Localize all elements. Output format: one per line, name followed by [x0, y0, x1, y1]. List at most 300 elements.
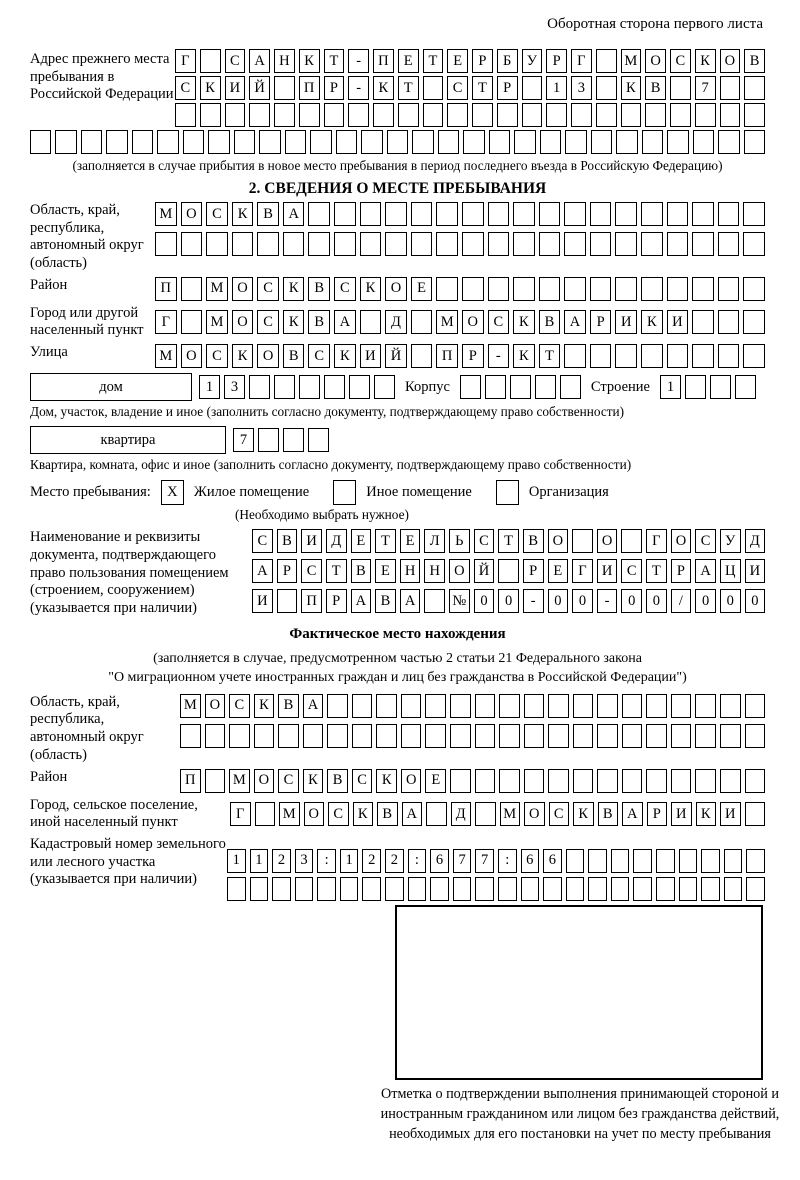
char-cell[interactable]: Д [451, 802, 472, 826]
char-cell[interactable] [718, 202, 740, 226]
char-cell[interactable]: 0 [695, 589, 716, 613]
char-cell[interactable]: М [279, 802, 300, 826]
char-cell[interactable]: Р [324, 76, 345, 100]
char-cell[interactable] [720, 103, 741, 127]
char-cell[interactable] [385, 202, 407, 226]
char-cell[interactable]: Р [671, 559, 692, 583]
char-cell[interactable] [548, 769, 569, 793]
char-cell[interactable] [645, 103, 666, 127]
char-cell[interactable]: В [308, 277, 330, 301]
char-cell[interactable]: Г [571, 49, 592, 73]
char-cell[interactable]: - [348, 76, 369, 100]
char-cell[interactable]: Т [375, 529, 396, 553]
char-cell[interactable]: К [573, 802, 594, 826]
char-cell[interactable]: И [360, 344, 382, 368]
char-cell[interactable]: А [402, 802, 423, 826]
char-cell[interactable]: Е [425, 769, 446, 793]
char-cell[interactable] [745, 802, 766, 826]
char-cell[interactable] [475, 802, 496, 826]
char-cell[interactable] [254, 724, 275, 748]
char-cell[interactable] [249, 375, 270, 399]
char-cell[interactable]: Р [277, 559, 298, 583]
char-cell[interactable]: К [696, 802, 717, 826]
char-cell[interactable] [180, 724, 201, 748]
stay-place-checkbox-other[interactable] [333, 480, 356, 505]
char-cell[interactable]: К [334, 344, 356, 368]
stay-place-checkbox-organization[interactable] [496, 480, 519, 505]
char-cell[interactable] [181, 277, 203, 301]
char-cell[interactable] [591, 130, 612, 154]
char-cell[interactable] [475, 877, 494, 901]
char-cell[interactable] [671, 769, 692, 793]
char-cell[interactable]: : [408, 849, 427, 873]
char-cell[interactable]: О [645, 49, 666, 73]
char-cell[interactable]: С [447, 76, 468, 100]
char-cell[interactable]: К [303, 769, 324, 793]
char-cell[interactable]: Т [423, 49, 444, 73]
char-cell[interactable]: 0 [474, 589, 495, 613]
char-cell[interactable] [462, 277, 484, 301]
char-cell[interactable] [539, 202, 561, 226]
char-cell[interactable]: 6 [430, 849, 449, 873]
char-cell[interactable]: / [671, 589, 692, 613]
char-cell[interactable] [255, 802, 276, 826]
char-cell[interactable]: О [401, 769, 422, 793]
char-cell[interactable]: П [180, 769, 201, 793]
char-cell[interactable] [308, 232, 330, 256]
char-cell[interactable]: 7 [453, 849, 472, 873]
char-cell[interactable]: Д [326, 529, 347, 553]
char-cell[interactable] [373, 103, 394, 127]
char-cell[interactable]: С [549, 802, 570, 826]
char-cell[interactable]: Р [326, 589, 347, 613]
char-cell[interactable]: В [377, 802, 398, 826]
char-cell[interactable] [590, 202, 612, 226]
char-cell[interactable]: К [283, 277, 305, 301]
char-cell[interactable] [667, 344, 689, 368]
char-cell[interactable] [746, 877, 765, 901]
char-cell[interactable] [720, 76, 741, 100]
char-cell[interactable]: В [539, 310, 561, 334]
char-cell[interactable] [295, 877, 314, 901]
char-cell[interactable] [488, 232, 510, 256]
char-cell[interactable]: С [474, 529, 495, 553]
char-cell[interactable]: В [523, 529, 544, 553]
char-cell[interactable]: 1 [340, 849, 359, 873]
char-cell[interactable] [641, 277, 663, 301]
char-cell[interactable] [622, 724, 643, 748]
char-cell[interactable] [499, 694, 520, 718]
char-cell[interactable] [283, 428, 304, 452]
char-cell[interactable] [642, 130, 663, 154]
char-cell[interactable] [385, 232, 407, 256]
char-cell[interactable] [436, 202, 458, 226]
char-cell[interactable] [229, 724, 250, 748]
char-cell[interactable]: Р [472, 49, 493, 73]
char-cell[interactable] [376, 694, 397, 718]
char-cell[interactable] [720, 724, 741, 748]
char-cell[interactable]: О [524, 802, 545, 826]
char-cell[interactable]: 3 [224, 375, 245, 399]
char-cell[interactable]: Р [523, 559, 544, 583]
char-cell[interactable] [30, 130, 51, 154]
char-cell[interactable]: С [257, 310, 279, 334]
char-cell[interactable] [513, 232, 535, 256]
char-cell[interactable]: К [232, 202, 254, 226]
char-cell[interactable] [597, 769, 618, 793]
char-cell[interactable]: В [744, 49, 765, 73]
char-cell[interactable]: 7 [695, 76, 716, 100]
char-cell[interactable]: И [720, 802, 741, 826]
char-cell[interactable] [679, 877, 698, 901]
char-cell[interactable] [324, 375, 345, 399]
char-cell[interactable] [615, 232, 637, 256]
char-cell[interactable] [692, 277, 714, 301]
char-cell[interactable]: Й [249, 76, 270, 100]
char-cell[interactable]: С [206, 344, 228, 368]
char-cell[interactable] [205, 769, 226, 793]
char-cell[interactable] [488, 202, 510, 226]
char-cell[interactable]: 0 [646, 589, 667, 613]
char-cell[interactable]: Н [424, 559, 445, 583]
char-cell[interactable] [667, 202, 689, 226]
char-cell[interactable] [362, 877, 381, 901]
char-cell[interactable] [670, 103, 691, 127]
char-cell[interactable] [249, 103, 270, 127]
char-cell[interactable] [656, 877, 675, 901]
char-cell[interactable]: М [621, 49, 642, 73]
char-cell[interactable] [475, 769, 496, 793]
char-cell[interactable] [724, 849, 743, 873]
char-cell[interactable] [299, 103, 320, 127]
char-cell[interactable]: О [205, 694, 226, 718]
char-cell[interactable] [596, 49, 617, 73]
char-cell[interactable]: С [334, 277, 356, 301]
char-cell[interactable] [450, 769, 471, 793]
char-cell[interactable]: В [283, 344, 305, 368]
char-cell[interactable] [450, 694, 471, 718]
char-cell[interactable] [310, 130, 331, 154]
char-cell[interactable] [646, 769, 667, 793]
char-cell[interactable]: К [254, 694, 275, 718]
char-cell[interactable] [398, 103, 419, 127]
char-cell[interactable] [336, 130, 357, 154]
char-cell[interactable] [447, 103, 468, 127]
char-cell[interactable]: О [254, 769, 275, 793]
char-cell[interactable] [424, 589, 445, 613]
char-cell[interactable]: Т [539, 344, 561, 368]
char-cell[interactable] [257, 232, 279, 256]
char-cell[interactable]: - [597, 589, 618, 613]
char-cell[interactable] [352, 724, 373, 748]
char-cell[interactable] [340, 877, 359, 901]
char-cell[interactable] [132, 130, 153, 154]
char-cell[interactable] [566, 877, 585, 901]
char-cell[interactable] [743, 310, 765, 334]
char-cell[interactable] [621, 103, 642, 127]
char-cell[interactable] [735, 375, 756, 399]
char-cell[interactable] [234, 130, 255, 154]
char-cell[interactable]: 1 [546, 76, 567, 100]
char-cell[interactable]: : [498, 849, 517, 873]
char-cell[interactable]: С [229, 694, 250, 718]
char-cell[interactable] [560, 375, 581, 399]
char-cell[interactable]: 1 [660, 375, 681, 399]
char-cell[interactable] [387, 130, 408, 154]
char-cell[interactable]: Й [474, 559, 495, 583]
char-cell[interactable] [327, 724, 348, 748]
char-cell[interactable]: О [232, 277, 254, 301]
char-cell[interactable] [720, 694, 741, 718]
char-cell[interactable] [360, 202, 382, 226]
char-cell[interactable] [303, 724, 324, 748]
char-cell[interactable] [430, 877, 449, 901]
char-cell[interactable] [81, 130, 102, 154]
char-cell[interactable]: Е [400, 529, 421, 553]
char-cell[interactable] [548, 694, 569, 718]
char-cell[interactable] [349, 375, 370, 399]
char-cell[interactable] [259, 130, 280, 154]
char-cell[interactable] [646, 694, 667, 718]
char-cell[interactable] [425, 694, 446, 718]
char-cell[interactable] [667, 277, 689, 301]
char-cell[interactable]: Д [385, 310, 407, 334]
char-cell[interactable] [183, 130, 204, 154]
char-cell[interactable] [701, 877, 720, 901]
char-cell[interactable]: Г [646, 529, 667, 553]
char-cell[interactable]: Р [647, 802, 668, 826]
char-cell[interactable]: Н [400, 559, 421, 583]
char-cell[interactable] [227, 877, 246, 901]
char-cell[interactable] [317, 877, 336, 901]
char-cell[interactable]: А [400, 589, 421, 613]
char-cell[interactable]: А [564, 310, 586, 334]
char-cell[interactable]: М [206, 277, 228, 301]
char-cell[interactable] [327, 694, 348, 718]
char-cell[interactable]: О [548, 529, 569, 553]
char-cell[interactable]: П [155, 277, 177, 301]
char-cell[interactable]: М [229, 769, 250, 793]
char-cell[interactable] [695, 694, 716, 718]
char-cell[interactable]: С [225, 49, 246, 73]
char-cell[interactable] [462, 232, 484, 256]
char-cell[interactable]: Е [398, 49, 419, 73]
char-cell[interactable]: 3 [571, 76, 592, 100]
char-cell[interactable]: С [695, 529, 716, 553]
char-cell[interactable] [718, 277, 740, 301]
char-cell[interactable]: Б [497, 49, 518, 73]
char-cell[interactable]: И [597, 559, 618, 583]
char-cell[interactable] [718, 232, 740, 256]
char-cell[interactable] [475, 724, 496, 748]
char-cell[interactable] [743, 202, 765, 226]
char-cell[interactable] [744, 103, 765, 127]
char-cell[interactable] [743, 232, 765, 256]
char-cell[interactable] [274, 76, 295, 100]
char-cell[interactable]: А [249, 49, 270, 73]
char-cell[interactable] [181, 310, 203, 334]
char-cell[interactable] [590, 344, 612, 368]
char-cell[interactable] [348, 103, 369, 127]
char-cell[interactable]: К [299, 49, 320, 73]
char-cell[interactable]: С [488, 310, 510, 334]
char-cell[interactable] [524, 769, 545, 793]
char-cell[interactable] [695, 769, 716, 793]
char-cell[interactable]: С [301, 559, 322, 583]
char-cell[interactable]: Т [646, 559, 667, 583]
char-cell[interactable] [745, 769, 766, 793]
char-cell[interactable] [573, 769, 594, 793]
char-cell[interactable] [200, 103, 221, 127]
char-cell[interactable]: М [206, 310, 228, 334]
char-cell[interactable]: О [720, 49, 741, 73]
char-cell[interactable]: К [641, 310, 663, 334]
char-cell[interactable] [411, 310, 433, 334]
char-cell[interactable]: Ц [720, 559, 741, 583]
char-cell[interactable] [596, 103, 617, 127]
char-cell[interactable] [462, 202, 484, 226]
char-cell[interactable]: В [278, 694, 299, 718]
char-cell[interactable]: А [622, 802, 643, 826]
char-cell[interactable] [564, 202, 586, 226]
char-cell[interactable] [641, 202, 663, 226]
char-cell[interactable]: С [278, 769, 299, 793]
char-cell[interactable] [522, 76, 543, 100]
char-cell[interactable] [498, 877, 517, 901]
char-cell[interactable] [743, 277, 765, 301]
char-cell[interactable] [615, 344, 637, 368]
char-cell[interactable] [524, 724, 545, 748]
char-cell[interactable] [667, 232, 689, 256]
char-cell[interactable] [718, 344, 740, 368]
char-cell[interactable] [438, 130, 459, 154]
char-cell[interactable] [692, 310, 714, 334]
char-cell[interactable] [521, 877, 540, 901]
char-cell[interactable] [693, 130, 714, 154]
char-cell[interactable] [360, 232, 382, 256]
char-cell[interactable]: О [671, 529, 692, 553]
char-cell[interactable] [285, 130, 306, 154]
char-cell[interactable] [175, 103, 196, 127]
char-cell[interactable]: В [645, 76, 666, 100]
char-cell[interactable] [401, 694, 422, 718]
char-cell[interactable] [590, 277, 612, 301]
char-cell[interactable] [334, 202, 356, 226]
char-cell[interactable]: В [277, 529, 298, 553]
char-cell[interactable]: 0 [498, 589, 519, 613]
char-cell[interactable] [453, 877, 472, 901]
char-cell[interactable]: П [299, 76, 320, 100]
char-cell[interactable]: К [373, 76, 394, 100]
char-cell[interactable]: 7 [233, 428, 254, 452]
char-cell[interactable]: : [317, 849, 336, 873]
char-cell[interactable]: С [621, 559, 642, 583]
char-cell[interactable] [385, 877, 404, 901]
char-cell[interactable]: 1 [199, 375, 220, 399]
char-cell[interactable] [274, 103, 295, 127]
char-cell[interactable] [155, 232, 177, 256]
char-cell[interactable]: Г [155, 310, 177, 334]
char-cell[interactable]: 0 [572, 589, 593, 613]
char-cell[interactable] [181, 232, 203, 256]
char-cell[interactable] [524, 694, 545, 718]
char-cell[interactable] [374, 375, 395, 399]
char-cell[interactable] [539, 277, 561, 301]
char-cell[interactable] [564, 344, 586, 368]
char-cell[interactable] [588, 849, 607, 873]
char-cell[interactable] [692, 232, 714, 256]
char-cell[interactable]: Й [385, 344, 407, 368]
char-cell[interactable]: О [385, 277, 407, 301]
char-cell[interactable]: А [351, 589, 372, 613]
char-cell[interactable] [641, 232, 663, 256]
char-cell[interactable]: Т [472, 76, 493, 100]
char-cell[interactable]: И [252, 589, 273, 613]
char-cell[interactable]: В [327, 769, 348, 793]
char-cell[interactable] [278, 724, 299, 748]
char-cell[interactable] [513, 202, 535, 226]
char-cell[interactable]: М [155, 202, 177, 226]
char-cell[interactable]: 1 [227, 849, 246, 873]
char-cell[interactable]: 0 [720, 589, 741, 613]
char-cell[interactable] [401, 724, 422, 748]
char-cell[interactable]: К [376, 769, 397, 793]
char-cell[interactable] [283, 232, 305, 256]
char-cell[interactable]: К [232, 344, 254, 368]
char-cell[interactable] [611, 849, 630, 873]
char-cell[interactable]: К [200, 76, 221, 100]
char-cell[interactable] [745, 694, 766, 718]
char-cell[interactable] [308, 202, 330, 226]
char-cell[interactable]: В [257, 202, 279, 226]
char-cell[interactable]: О [181, 202, 203, 226]
char-cell[interactable]: Т [324, 49, 345, 73]
char-cell[interactable]: И [615, 310, 637, 334]
char-cell[interactable]: П [301, 589, 322, 613]
char-cell[interactable]: М [155, 344, 177, 368]
char-cell[interactable] [679, 849, 698, 873]
char-cell[interactable]: А [283, 202, 305, 226]
char-cell[interactable]: - [488, 344, 510, 368]
char-cell[interactable]: А [695, 559, 716, 583]
char-cell[interactable] [597, 694, 618, 718]
char-cell[interactable] [685, 375, 706, 399]
char-cell[interactable]: М [500, 802, 521, 826]
char-cell[interactable]: Т [398, 76, 419, 100]
char-cell[interactable]: К [513, 310, 535, 334]
char-cell[interactable]: С [206, 202, 228, 226]
char-cell[interactable]: П [373, 49, 394, 73]
char-cell[interactable] [646, 724, 667, 748]
char-cell[interactable] [718, 130, 739, 154]
char-cell[interactable]: М [180, 694, 201, 718]
char-cell[interactable] [543, 877, 562, 901]
char-cell[interactable] [225, 103, 246, 127]
char-cell[interactable] [746, 849, 765, 873]
char-cell[interactable] [588, 877, 607, 901]
char-cell[interactable] [425, 724, 446, 748]
char-cell[interactable]: 1 [250, 849, 269, 873]
char-cell[interactable] [546, 103, 567, 127]
char-cell[interactable]: Е [351, 529, 372, 553]
char-cell[interactable]: Е [447, 49, 468, 73]
char-cell[interactable]: Т [498, 529, 519, 553]
char-cell[interactable] [208, 130, 229, 154]
char-cell[interactable]: И [745, 559, 766, 583]
char-cell[interactable] [485, 375, 506, 399]
char-cell[interactable] [513, 277, 535, 301]
char-cell[interactable] [656, 849, 675, 873]
